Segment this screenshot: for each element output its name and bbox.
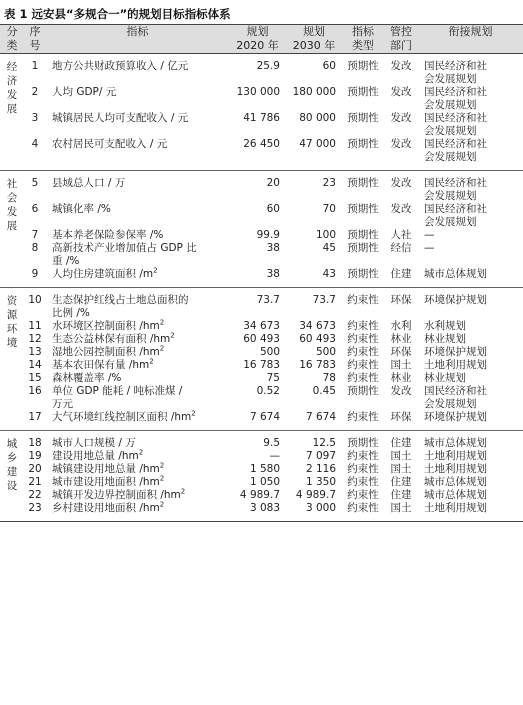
serial-cell: 22 xyxy=(28,489,42,501)
indicator-cell: 基本养老保险参保率 /% xyxy=(52,229,164,241)
indicator-type-cell: 预期性 xyxy=(347,242,379,254)
department-cell: 经信 xyxy=(390,242,412,254)
serial-cell: 23 xyxy=(24,502,46,522)
indicator-type-cell: 约束性 xyxy=(342,411,384,431)
header-dept: 管控 部门 xyxy=(384,25,418,54)
indicator-cell: 森林覆盖率 /% xyxy=(52,372,122,384)
indicator-cell: 人均 GDP/ 元 xyxy=(52,86,117,98)
header-serial: 序 号 xyxy=(24,25,46,54)
value-2030-cell: 100 xyxy=(315,229,336,241)
serial-cell: 12 xyxy=(28,333,42,345)
table-row xyxy=(0,171,523,204)
value-2020-cell: 500 xyxy=(259,346,280,358)
indicator-type-cell: 预期性 xyxy=(342,268,384,288)
serial-cell: 17 xyxy=(24,411,46,431)
indicator-cell: 城镇居民人均可支配收入 / 元 xyxy=(52,112,189,124)
value-2030-cell: 34 673 xyxy=(299,320,336,332)
value-2020-cell: 9.5 xyxy=(263,437,280,449)
indicator-type-cell: 预期性 xyxy=(347,112,379,124)
indicator-type-cell: 约束性 xyxy=(347,476,379,488)
value-2030-cell: 43 xyxy=(286,268,342,288)
value-2030-cell: 7 674 xyxy=(286,411,342,431)
indicator-cell: 生态公益林保有面积 $/hm^2$ xyxy=(52,331,175,345)
indicator-type-cell: 约束性 xyxy=(342,502,384,522)
value-2030-cell: 1 350 xyxy=(305,476,336,488)
indicator-type-cell: 约束性 xyxy=(347,333,379,345)
indicator-type-cell: 预期性 xyxy=(347,229,379,241)
indicator-cell: 建设用地总量 $/hm^2$ xyxy=(52,448,144,462)
value-2020-cell: 1 580 xyxy=(249,463,280,475)
serial-cell: 6 xyxy=(31,203,39,215)
header-2020: 规划 2020 年 xyxy=(229,25,286,54)
header-category: 分 类 xyxy=(0,25,24,54)
department-cell: 国土 xyxy=(390,450,412,462)
department-cell: 发改 xyxy=(390,60,412,72)
department-cell: 发改 xyxy=(390,177,412,189)
linked-plan-cell: 城市总体规划 xyxy=(424,437,487,449)
table-row xyxy=(0,320,523,333)
indicator-cell: 地方公共财政预算收入 / 亿元 xyxy=(52,60,189,72)
linked-plan-cell: 水利规划 xyxy=(424,320,466,332)
value-2020-cell: 60 493 xyxy=(243,333,280,345)
value-2020-cell: 25.9 xyxy=(256,60,280,72)
value-2030-cell: 23 xyxy=(322,177,336,189)
indicator-table xyxy=(0,24,523,522)
header-indicator: 指标 xyxy=(46,25,229,54)
linked-plan-cell: 国民经济和社 会发展规划 xyxy=(424,112,487,137)
linked-plan-cell: 土地利用规划 xyxy=(418,502,523,522)
value-2020-cell: 99.9 xyxy=(256,229,280,241)
indicator-cell: 城市建设用地面积 $/hm^2$ xyxy=(52,474,165,488)
linked-plan-cell: 国民经济和社 会发展规划 xyxy=(424,385,487,410)
linked-plan-cell: 土地利用规划 xyxy=(424,463,487,475)
value-2020-cell: 1 050 xyxy=(249,476,280,488)
indicator-type-cell: 约束性 xyxy=(347,463,379,475)
value-2020-cell: 41 786 xyxy=(243,112,280,124)
value-2030-cell: 12.5 xyxy=(312,437,336,449)
value-2020-cell: 60 xyxy=(266,203,280,215)
serial-cell: 10 xyxy=(28,294,42,306)
value-2030-cell: 45 xyxy=(322,242,336,254)
linked-plan-cell: 环境保护规划 xyxy=(424,346,487,358)
table-row xyxy=(0,502,523,522)
value-2030-cell: 60 xyxy=(322,60,336,72)
indicator-type-cell: 约束性 xyxy=(347,359,379,371)
linked-plan-cell: 土地利用规划 xyxy=(424,450,487,462)
indicator-cell: 生态保护红线占土地总面积的 比例 /% xyxy=(52,294,189,319)
indicator-type-cell: 约束性 xyxy=(347,489,379,501)
serial-cell: 3 xyxy=(31,112,39,124)
table-row xyxy=(0,229,523,242)
value-2020-cell: 130 000 xyxy=(236,86,280,98)
indicator-type-cell: 约束性 xyxy=(347,372,379,384)
serial-cell: 14 xyxy=(28,359,42,371)
indicator-type-cell: 预期性 xyxy=(347,203,379,215)
table-row xyxy=(0,476,523,489)
linked-plan-cell: 城市总体规划 xyxy=(418,268,523,288)
value-2030-cell: 2 116 xyxy=(305,463,336,475)
department-cell: 环保 xyxy=(390,294,412,306)
linked-plan-cell: 国民经济和社 会发展规划 xyxy=(424,203,487,228)
value-2020-cell: 3 083 xyxy=(229,502,286,522)
value-2030-cell: 7 097 xyxy=(305,450,336,462)
serial-cell: 4 xyxy=(24,138,46,171)
indicator-cell: 城镇开发边界控制面积 $/hm^2$ xyxy=(52,487,186,501)
table-row xyxy=(0,411,523,431)
category-cell: 资 源 环 境 xyxy=(0,288,24,431)
department-cell: 住建 xyxy=(390,437,412,449)
table-row xyxy=(0,138,523,171)
indicator-cell: 基本农田保有量 $/hm^2$ xyxy=(52,357,154,371)
linked-plan-cell: 国民经济和社 会发展规划 xyxy=(424,86,487,111)
value-2030-cell: 4 989.7 xyxy=(295,489,336,501)
value-2030-cell: 78 xyxy=(322,372,336,384)
value-2020-cell: 7 674 xyxy=(229,411,286,431)
value-2030-cell: 16 783 xyxy=(299,359,336,371)
indicator-type-cell: 预期性 xyxy=(347,177,379,189)
value-2030-cell: 0.45 xyxy=(312,385,336,397)
indicator-cell: 湿地公园控制面积 $/hm^2$ xyxy=(52,344,165,358)
indicator-type-cell: 预期性 xyxy=(347,437,379,449)
linked-plan-cell: 城市总体规划 xyxy=(424,489,487,501)
value-2030-cell: 180 000 xyxy=(292,86,336,98)
department-cell: 发改 xyxy=(384,138,418,171)
value-2030-cell: 70 xyxy=(322,203,336,215)
table-row xyxy=(0,242,523,268)
indicator-type-cell: 预期性 xyxy=(347,86,379,98)
value-2020-cell: 26 450 xyxy=(229,138,286,171)
value-2020-cell: 34 673 xyxy=(243,320,280,332)
indicator-cell: 人均住房建筑面积 $/m^2$ xyxy=(46,268,229,288)
category-cell: 社 会 发 展 xyxy=(0,171,24,288)
indicator-cell: 城市人口规模 / 万 xyxy=(52,437,136,449)
value-2020-cell: 4 989.7 xyxy=(239,489,280,501)
indicator-cell: 高新技术产业增加值占 GDP 比 重 /% xyxy=(52,242,197,267)
value-2020-cell: 38 xyxy=(229,268,286,288)
linked-plan-cell: — xyxy=(424,229,435,241)
indicator-type-cell: 预期性 xyxy=(347,385,379,397)
serial-cell: 2 xyxy=(31,86,39,98)
linked-plan-cell: 土地利用规划 xyxy=(424,359,487,371)
header-type: 指标 类型 xyxy=(342,25,384,54)
department-cell: 林业 xyxy=(390,333,412,345)
value-2030-cell: 80 000 xyxy=(299,112,336,124)
table-row xyxy=(0,372,523,385)
department-cell: 住建 xyxy=(390,489,412,501)
value-2020-cell: — xyxy=(269,450,280,462)
serial-cell: 5 xyxy=(31,177,39,189)
department-cell: 住建 xyxy=(384,268,418,288)
serial-cell: 20 xyxy=(28,463,42,475)
department-cell: 国土 xyxy=(390,359,412,371)
category-cell: 城 乡 建 设 xyxy=(0,431,24,522)
department-cell: 发改 xyxy=(390,112,412,124)
indicator-type-cell: 约束性 xyxy=(347,320,379,332)
table-row xyxy=(0,346,523,359)
value-2020-cell: 38 xyxy=(266,242,280,254)
value-2030-cell: 73.7 xyxy=(312,294,336,306)
table-row xyxy=(0,450,523,463)
indicator-type-cell: 约束性 xyxy=(347,450,379,462)
department-cell: 林业 xyxy=(390,372,412,384)
indicator-cell: 大气环境红线控制区面积 $/hm^2$ xyxy=(46,411,229,431)
indicator-type-cell: 预期性 xyxy=(347,60,379,72)
value-2030-cell: 3 000 xyxy=(286,502,342,522)
value-2020-cell: 16 783 xyxy=(243,359,280,371)
table-row xyxy=(0,359,523,372)
indicator-type-cell: 预期性 xyxy=(342,138,384,171)
category-cell: 经 济 发 展 xyxy=(0,54,24,171)
value-2020-cell: 73.7 xyxy=(256,294,280,306)
serial-cell: 8 xyxy=(31,242,39,254)
table-row xyxy=(0,489,523,502)
indicator-cell: 单位 GDP 能耗 / 吨标准煤 / 万元 xyxy=(52,385,183,410)
linked-plan-cell: 城市总体规划 xyxy=(424,476,487,488)
linked-plan-cell: 国民经济和社 会发展规划 xyxy=(418,138,523,171)
header-2030: 规划 2030 年 xyxy=(286,25,342,54)
serial-cell: 13 xyxy=(28,346,42,358)
value-2030-cell: 500 xyxy=(315,346,336,358)
indicator-cell: 城镇化率 /% xyxy=(52,203,111,215)
indicator-cell: 水环境区控制面积 $/hm^2$ xyxy=(52,318,165,332)
table-row xyxy=(0,288,523,321)
table-title: 表 1 远安县“多规合一”的规划目标指标体系 xyxy=(4,7,231,21)
table-row xyxy=(0,463,523,476)
table-row xyxy=(0,431,523,451)
linked-plan-cell: 林业规划 xyxy=(424,333,466,345)
linked-plan-cell: 环境保护规划 xyxy=(424,294,487,306)
serial-cell: 15 xyxy=(28,372,42,384)
indicator-type-cell: 约束性 xyxy=(347,294,379,306)
department-cell: 国土 xyxy=(390,463,412,475)
linked-plan-cell: 环境保护规划 xyxy=(418,411,523,431)
indicator-type-cell: 约束性 xyxy=(347,346,379,358)
department-cell: 国土 xyxy=(384,502,418,522)
serial-cell: 1 xyxy=(31,60,39,72)
linked-plan-cell: — xyxy=(424,242,435,254)
serial-cell: 9 xyxy=(24,268,46,288)
table-row xyxy=(0,112,523,138)
serial-cell: 18 xyxy=(28,437,42,449)
department-cell: 环保 xyxy=(390,346,412,358)
table-row xyxy=(0,86,523,112)
department-cell: 环保 xyxy=(384,411,418,431)
indicator-cell: 农村居民可支配收入 / 元 xyxy=(46,138,229,171)
value-2030-cell: 47 000 xyxy=(286,138,342,171)
table-row xyxy=(0,54,523,87)
department-cell: 发改 xyxy=(390,86,412,98)
linked-plan-cell: 林业规划 xyxy=(424,372,466,384)
table-row xyxy=(0,268,523,288)
department-cell: 水利 xyxy=(390,320,412,332)
table-row xyxy=(0,385,523,411)
department-cell: 发改 xyxy=(390,385,412,397)
indicator-cell: 城镇建设用地总量 $/hm^2$ xyxy=(52,461,165,475)
department-cell: 发改 xyxy=(390,203,412,215)
table-row xyxy=(0,333,523,346)
department-cell: 住建 xyxy=(390,476,412,488)
serial-cell: 11 xyxy=(28,320,42,332)
serial-cell: 19 xyxy=(28,450,42,462)
table-body xyxy=(0,54,523,522)
linked-plan-cell: 国民经济和社 会发展规划 xyxy=(424,60,487,85)
header-plan: 衔接规划 xyxy=(418,25,523,54)
value-2020-cell: 20 xyxy=(266,177,280,189)
value-2030-cell: 60 493 xyxy=(299,333,336,345)
value-2020-cell: 75 xyxy=(266,372,280,384)
department-cell: 人社 xyxy=(390,229,412,241)
value-2020-cell: 0.52 xyxy=(256,385,280,397)
header-row xyxy=(0,25,523,54)
serial-cell: 21 xyxy=(28,476,42,488)
serial-cell: 16 xyxy=(28,385,42,397)
indicator-cell: 乡村建设用地面积 $/hm^2$ xyxy=(46,502,229,522)
serial-cell: 7 xyxy=(31,229,39,241)
indicator-cell: 县域总人口 / 万 xyxy=(52,177,126,189)
linked-plan-cell: 国民经济和社 会发展规划 xyxy=(424,177,487,202)
table-row xyxy=(0,203,523,229)
